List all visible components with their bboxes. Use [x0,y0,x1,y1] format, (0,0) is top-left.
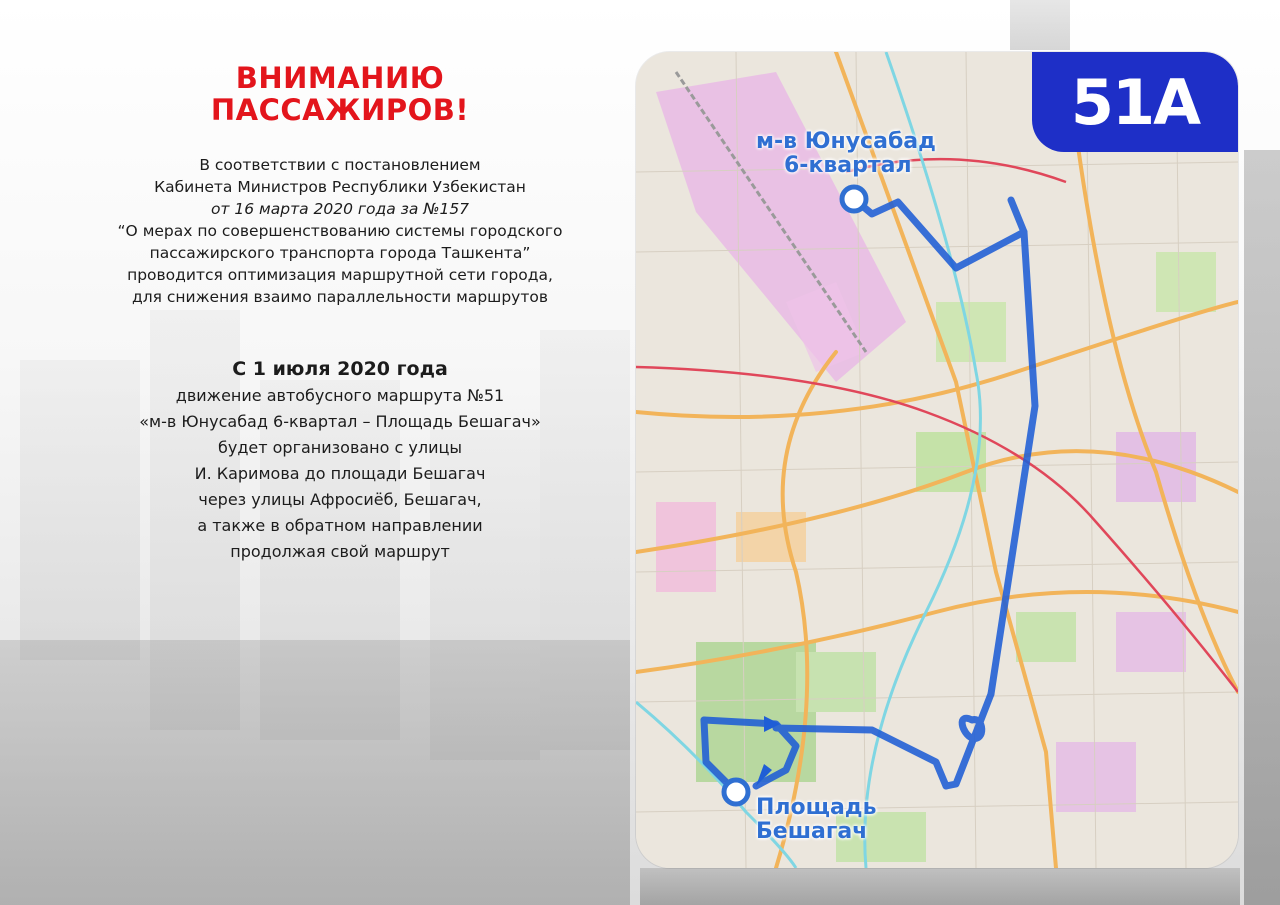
change-line: будет организовано с улицы [217,438,463,457]
end-stop-marker[interactable] [724,780,748,804]
district-zone [1116,612,1186,672]
park-area [1156,252,1216,312]
intro-line: В соответствии с постановлением [199,156,481,174]
map-canvas [636,52,1238,868]
bg-building-right [1244,150,1280,905]
change-line: И. Каримова до площади Бешагач [194,464,486,483]
change-line: а также в обратном направлении [197,516,483,535]
change-line: движение автобусного маршрута №51 [175,386,505,405]
end-stop-line-2: Бешагач [756,819,868,844]
bg-ground [0,640,630,905]
change-line: через улицы Афросиёб, Бешагач, [198,490,482,509]
decree-line: пассажирского транспорта города Ташкента” [149,244,531,262]
bg-ground-right [640,868,1240,905]
district-zone [1056,742,1136,812]
park-area [1016,612,1076,662]
change-paragraph [60,355,620,565]
intro-line: Кабинета Министров Республики Узбекистан [154,178,526,196]
decree-line: “О мерах по совершенствованию системы городского [117,222,563,240]
headline-line-1: ВНИМАНИЮ [235,61,445,95]
change-line: «м-в Юнусабад 6-квартал – Площадь Бешагач» [139,412,541,431]
headline-line-2: ПАССАЖИРОВ! [210,93,470,127]
notice-text [60,62,620,565]
route-map[interactable] [636,52,1238,868]
change-line: продолжая свой маршрут [230,542,450,561]
decree-line: для снижения взаимо параллельности маршрутов [131,288,549,306]
start-stop-line-1: м-в Юнусабад [756,129,936,154]
route-number-badge: 51А [1032,52,1238,152]
start-stop-label [756,130,936,178]
end-stop-line-1: Площадь [756,795,877,820]
end-stop-label [756,796,876,844]
district-zone [736,512,806,562]
start-stop-line-2: 6-квартал [784,153,912,178]
notice-headline [60,62,620,126]
bg-building-top [1010,0,1070,50]
effective-date: С 1 июля 2020 года [232,358,448,380]
decree-line: проводится оптимизация маршрутной сети города, [127,266,553,284]
decree-paragraph [60,154,620,308]
decree-date: от 16 марта 2020 года за №157 [210,200,470,218]
start-stop-marker[interactable] [842,187,866,211]
